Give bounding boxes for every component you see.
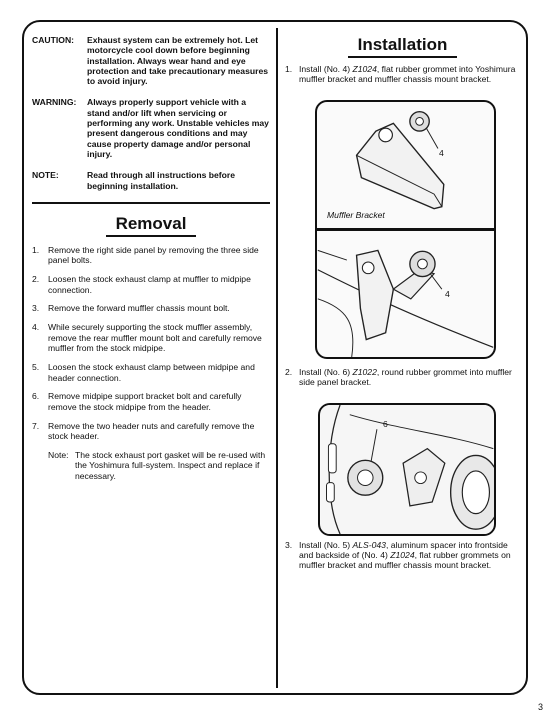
callout-4: 4 xyxy=(445,289,450,299)
list-item: 1. Remove the right side panel by removing the three side panel bolts. xyxy=(32,244,259,266)
photo-muffler-bracket xyxy=(315,100,496,230)
installation-title: Installation xyxy=(285,35,520,58)
removal-steps xyxy=(32,245,270,442)
page-number: 3 xyxy=(537,702,543,712)
section-rule xyxy=(32,202,270,204)
caution-block xyxy=(32,35,270,86)
install-step-2: 2. Install (No. 6) Z1022, round rubber grommet into muffler side panel bracket. xyxy=(285,366,512,388)
removal-note: Note: The stock exhaust port gasket will be re-used with the Yoshimura full-system. Inspect and replace if necessary. xyxy=(48,450,266,481)
list-item: 2. Loosen the stock exhaust clamp at muffler to midpipe connection. xyxy=(32,274,251,295)
list-item: 4. While securely supporting the stock muffler assembly, remove the rear muffler mount bolt and carefully remove muffler from the stock midpipe. xyxy=(32,322,262,354)
list-item: 5. Loosen the stock exhaust clamp between midpipe and header connection. xyxy=(32,362,255,383)
list-item: 3. Remove the forward muffler chassis mount bolt. xyxy=(32,303,230,314)
chassis-mount-illustration xyxy=(317,231,494,357)
list-item: 6. Remove midpipe support bracket bolt and carefully remove the stock midpipe from the header. xyxy=(32,391,242,412)
note-text: Read through all instructions before beginning installation. xyxy=(87,170,236,191)
warning-label: WARNING: xyxy=(32,97,77,108)
left-column xyxy=(32,35,270,481)
list-item: 7. Remove the two header nuts and carefully remove the stock header. xyxy=(32,420,255,442)
caution-text: Exhaust system can be extremely hot. Let motorcycle cool down before beginning installation. Always wear hand and eye protection and take precautionary measures to avoid injury. xyxy=(87,35,269,87)
install-step-3: 3. Install (No. 5) ALS-043, aluminum spacer into frontside and backside of (No. 4) Z1024, flat rubber grommets on muffler bracket and muffler chassis mount bracket. xyxy=(285,539,511,571)
install-step-1: 1. Install (No. 4) Z1024, flat rubber grommet into Yoshimura muffler bracket and muffler chassis mount bracket. xyxy=(285,64,516,85)
callout-4: 4 xyxy=(439,148,444,158)
muffler-bracket-label: Muffler Bracket xyxy=(327,210,385,220)
photo-chassis-mount xyxy=(315,229,496,359)
warning-text: Always properly support vehicle with a stand and/or lift when servicing or performing any work. Unstable vehicles may present dangerous conditions and may cause property damage and/or personal injury. xyxy=(87,97,269,159)
callout-6: 6 xyxy=(383,419,388,429)
removal-title: Removal xyxy=(32,214,270,237)
column-divider xyxy=(276,28,278,688)
warning-block xyxy=(32,97,270,159)
note-label: NOTE: xyxy=(32,170,59,181)
caution-label: CAUTION: xyxy=(32,35,75,45)
side-panel-bracket-illustration xyxy=(320,405,494,534)
photo-side-panel-bracket xyxy=(318,403,496,536)
note-block xyxy=(32,170,270,191)
